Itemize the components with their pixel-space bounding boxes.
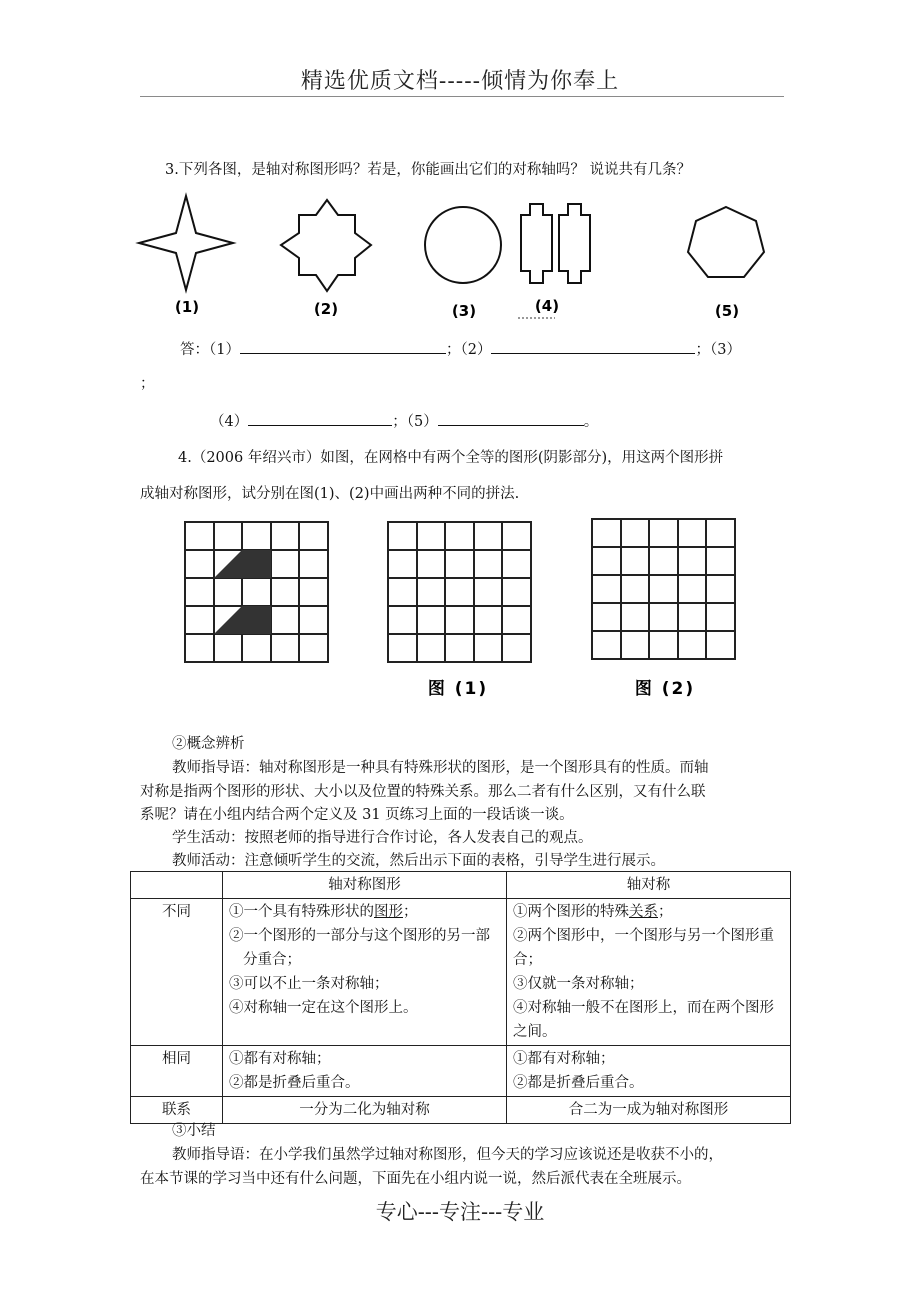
table-header-empty [131,872,223,899]
row-label-same: 相同 [131,1046,223,1097]
table-row-difference [131,899,791,1046]
concept-p1-line-1: 教师指导语：轴对称图形是一种具有特殊形状的图形，是一个图形具有的性质。而轴 [172,760,709,776]
table-row-same [131,1046,791,1097]
summary-line-1: 教师指导语：在小学我们虽然学过轴对称图形，但今天的学习应该说还是收获不小的， [172,1147,723,1163]
figure-4-two-shapes [521,204,590,283]
answer-3-wrap: ； [140,376,155,392]
difference-figure-cell: ①一个具有特殊形状的图形； ②一个图形的一部分与这个图形的另一部分重合； ③可以不止一条对称轴； ④对称轴一定在这个图形上。 [223,899,507,1046]
concept-p3: 教师活动：注意倾听学生的交流，然后出示下面的表格，引导学生进行展示。 [172,853,665,869]
summary-line-2: 在本节课的学习当中还有什么问题，下面先在小组内说一说，然后派代表在全班展示。 [140,1171,691,1187]
table-row-link [131,1097,791,1124]
answer-2-prefix: ；（2） [445,342,492,358]
q4-line-1: 4.（2006 年绍兴市）如图，在网格中有两个全等的图形(阴影部分)，用这两个图形拼 [178,450,724,466]
comparison-table [130,871,791,1124]
figure-1-four-point-star [139,196,233,290]
shaded-shape-top [214,550,271,578]
concept-p1-line-3: 系呢？请在小组内结合两个定义及 31 页练习上面的一段话谈一谈。 [140,807,574,823]
summary-heading: ③小结 [172,1123,216,1139]
difference-symmetry-cell: ①两个图形的特殊关系； ②两个图形中，一个图形与另一个图形重合； ③仅就一条对称轴； ④对称轴一般不在图形上，而在两个图形之间。 [507,899,791,1046]
page-header: 精选优质文档-----倾情为你奉上 [300,69,620,94]
answer-3-prefix: ；（3） [695,342,741,358]
grid-2 [592,519,735,659]
concept-p1-line-2: 对称是指两个图形的形状、大小以及位置的特殊关系。那么二者有什么区别，又有什么联 [140,784,706,800]
answer-5-prefix: ；（5） [392,414,438,430]
table-header-figure: 轴对称图形 [223,872,507,899]
figure-label-1: (1) [174,298,200,316]
figure-2-eight-point-star [281,200,371,291]
answer-end: 。 [583,414,599,430]
answer-blank-4[interactable] [248,411,392,426]
concept-p2: 学生活动：按照老师的指导进行合作讨论，各人发表自己的观点。 [172,830,593,846]
grid-2-label: 图 (2) [634,679,696,699]
figure-label-2: (2) [313,300,339,318]
link-figure-cell: 一分为二化为轴对称 [223,1097,507,1124]
q4-grids [0,510,920,710]
link-symmetry-cell: 合二为一成为轴对称图形 [507,1097,791,1124]
table-header-symmetry: 轴对称 [507,872,791,899]
figure-label-5: (5) [714,302,740,320]
grid-1 [388,522,531,662]
answer-blank-5[interactable] [438,411,584,426]
concept-heading: ②概念辨析 [172,736,245,752]
answer-1-prefix: 答：（1） [180,342,240,358]
figure-5-heptagon [688,207,764,277]
q4-line-2: 成轴对称图形，试分别在图(1)、(2)中画出两种不同的拼法. [140,486,520,502]
answer-4-prefix: （4） [210,414,249,430]
q3-answer-line-1 [180,338,741,359]
figure-label-4: (4) [534,297,560,315]
figure-3-circle [425,207,501,283]
q3-question: 3.下列各图，是轴对称图形吗？若是，你能画出它们的对称轴吗？ 说说共有几条？ [165,162,691,178]
table-header-row [131,872,791,899]
shaded-shape-bottom [214,606,271,634]
figure-label-3: (3) [451,302,477,320]
row-label-link: 联系 [131,1097,223,1124]
header-divider [140,96,784,97]
grid-1-label: 图 (1) [427,679,489,699]
row-label-difference: 不同 [131,899,223,1046]
answer-blank-1[interactable] [240,339,446,354]
answer-blank-2[interactable] [491,339,695,354]
same-figure-cell: ①都有对称轴； ②都是折叠后重合。 [223,1046,507,1097]
same-symmetry-cell: ①都有对称轴； ②都是折叠后重合。 [507,1046,791,1097]
grid-example [185,522,328,662]
page-footer: 专心---专注---专业 [375,1200,545,1224]
q3-answer-line-2 [210,410,598,431]
q3-figures [0,190,920,325]
